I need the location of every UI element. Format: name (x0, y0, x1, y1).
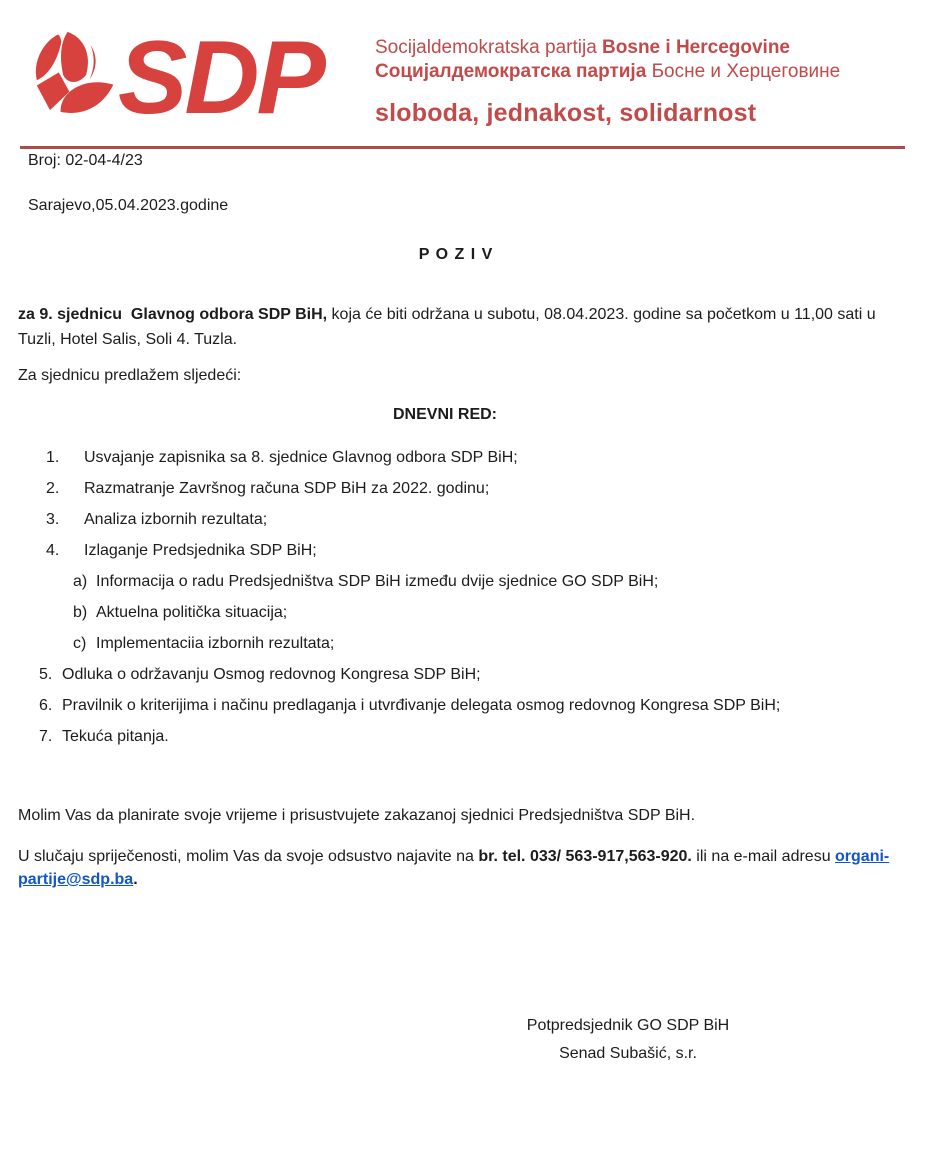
closing-paragraph-1: Molim Vas da planirate svoje vrijeme i prisustvujete zakazanoj sjednici Predsjedništva SDP BiH. (18, 807, 696, 824)
signature-role: Potpredsjednik GO SDP BiH (526, 1017, 730, 1034)
agenda-item-7: 7. Tekuća pitanja. (39, 728, 169, 745)
agenda-item-6: 6. Pravilnik o kriterijima i načinu predlaganja i utvrđivanje delegata osmog redovnog Kongresa SDP BiH; (39, 697, 781, 714)
party-name-cyrillic: Социјалдемократска партија Босне и Херцеговине (375, 61, 841, 82)
proposal-line: Za sjednicu predlažem sljedeći: (18, 367, 242, 384)
document-number: Broj: 02-04-4/23 (28, 152, 143, 169)
intro-paragraph: za 9. sjednicu Glavnog odbora SDP BiH, koja će biti održana u subotu, 08.04.2023. godine sa početkom u 11,00 sati u Tuzli, Hotel Salis, Soli 4. Tuzla. (18, 306, 880, 348)
agenda-subitem-c: c) Implementaciia izbornih rezultata; (73, 635, 335, 652)
document-title: P O Z I V (418, 246, 494, 263)
agenda-item-2: 2. Razmatranje Završnog računa SDP BiH za 2022. godinu; (46, 480, 490, 497)
agenda-item-4: 4. Izlaganje Predsjednika SDP BiH; (46, 542, 317, 559)
party-tagline: sloboda, jednakost, solidarnost (375, 99, 757, 127)
signature-name: Senad Subašić, s.r. (559, 1045, 697, 1062)
header-divider (20, 146, 905, 149)
agenda-subitem-a: a) Informacija o radu Predsjedništva SDP BiH između dvije sjednice GO SDP BiH; (73, 573, 659, 590)
agenda-list (0, 448, 938, 758)
agenda-item-1: 1. Usvajanje zapisnika sa 8. sjednice Glavnog odbora SDP BiH; (46, 449, 518, 466)
party-name-latin: Socijaldemokratska partija Bosne i Hercegovine (375, 37, 790, 58)
party-name-block (375, 36, 840, 127)
email-link[interactable]: organi-partije@sdp.ba (18, 848, 890, 888)
closing-paragraph-2: U slučaju spriječenosti, molim Vas da svoje odsustvo najavite na br. tel. 033/ 563-917,563-920. ili na e-mail adresu organi-partije@sdp.ba. (18, 848, 890, 888)
sdp-rose-icon (28, 26, 116, 138)
agenda-item-3: 3. Analiza izbornih rezultata; (46, 511, 268, 528)
agenda-subitem-b: b) Aktuelna politička situacija; (73, 604, 288, 621)
place-and-date: Sarajevo,05.04.2023.godine (28, 197, 229, 214)
sdp-logo-wordmark: SDP (118, 20, 323, 136)
agenda-heading: DNEVNI RED: (392, 406, 497, 423)
signature-block (478, 1012, 778, 1068)
agenda-item-5: 5. Odluka o održavanju Osmog redovnog Kongresa SDP BiH; (39, 666, 481, 683)
